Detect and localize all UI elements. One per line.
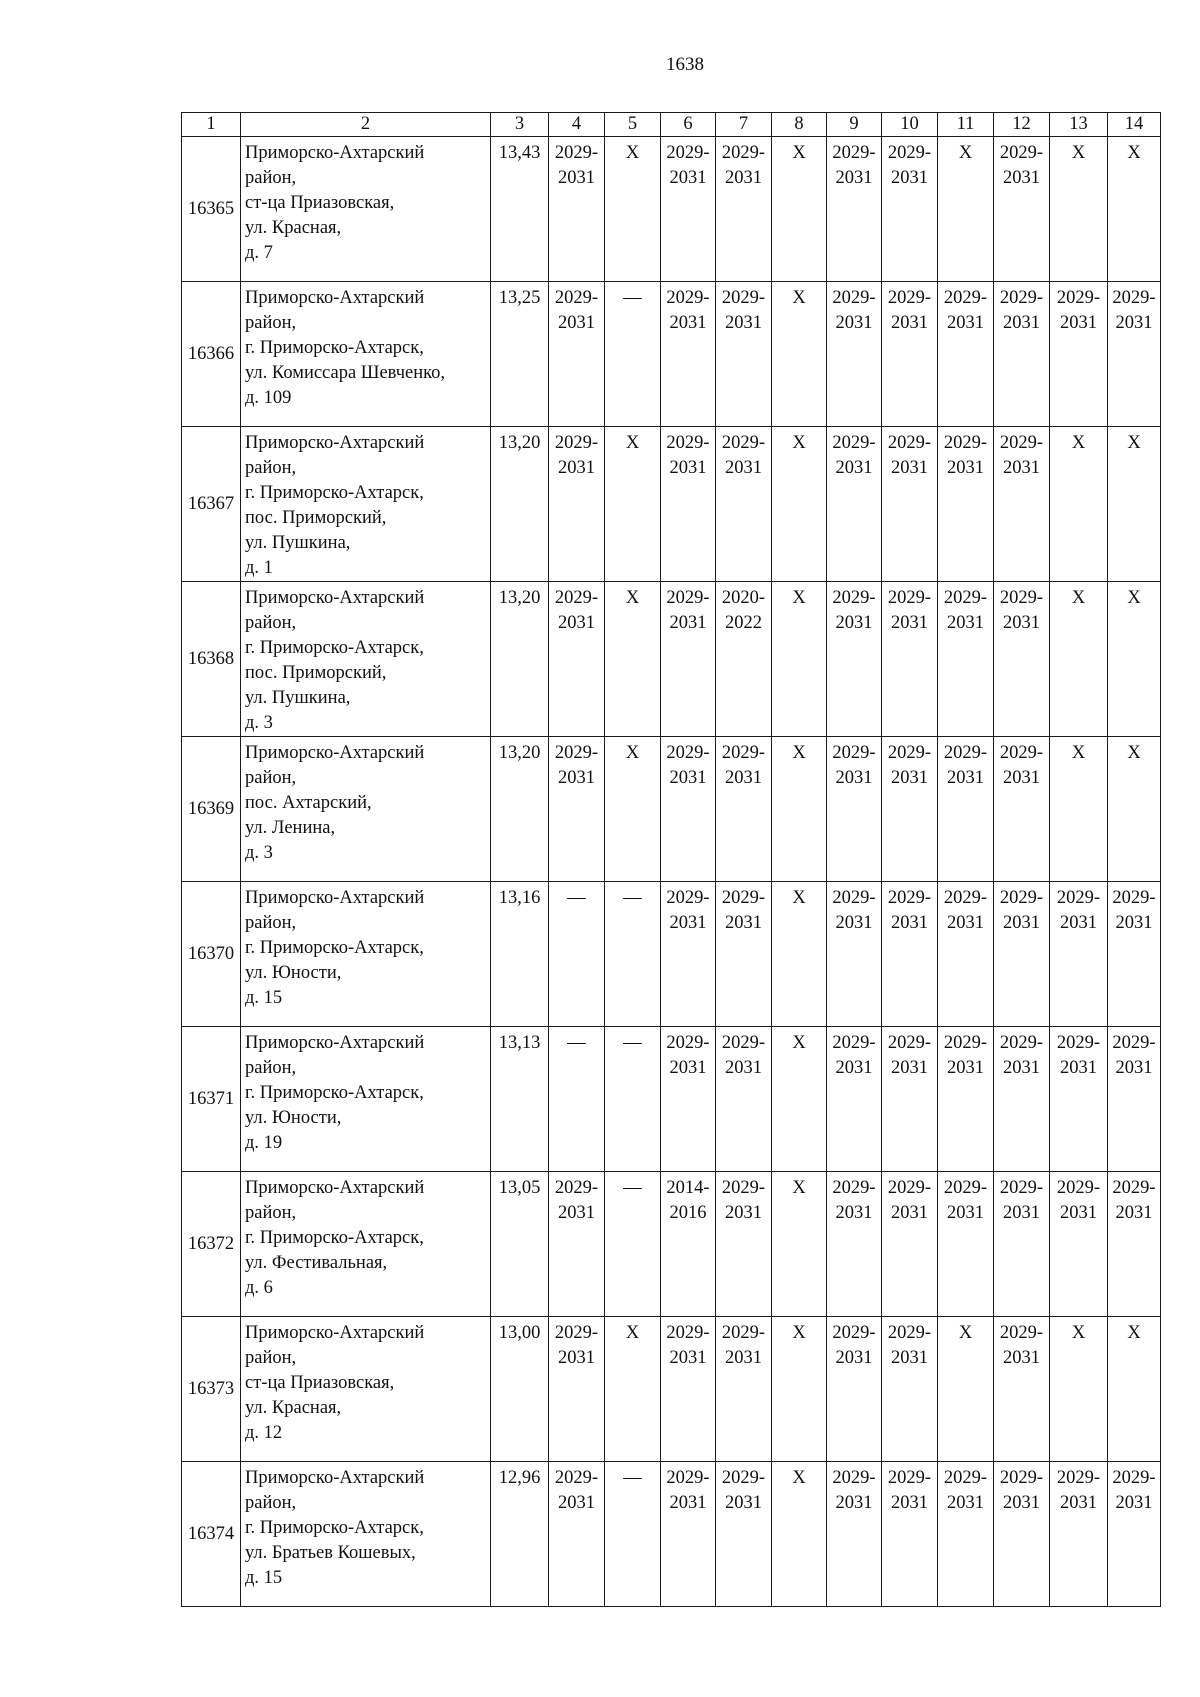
- period-cell: 2029- 2031: [661, 1027, 716, 1172]
- value-cell: 13,20: [491, 582, 549, 737]
- period-cell: Х: [772, 582, 827, 737]
- table-row: [182, 882, 1161, 1027]
- value-cell: 13,20: [491, 737, 549, 882]
- period-cell: 2029- 2031: [549, 737, 605, 882]
- period-cell: 2029- 2031: [994, 1462, 1050, 1607]
- period-cell: Х: [605, 1317, 661, 1462]
- period-cell: Х: [1050, 737, 1108, 882]
- period-cell: Х: [772, 427, 827, 582]
- period-cell: 2029- 2031: [938, 1462, 994, 1607]
- period-cell: Х: [1108, 1317, 1161, 1462]
- period-cell: 2029- 2031: [994, 882, 1050, 1027]
- period-cell: 2029- 2031: [827, 1172, 882, 1317]
- value-cell: 13,00: [491, 1317, 549, 1462]
- period-cell: 2029- 2031: [549, 137, 605, 282]
- address-cell: Приморско-Ахтарский район, ст-ца Приазовская, ул. Красная, д. 12: [241, 1317, 491, 1462]
- period-cell: Х: [938, 137, 994, 282]
- period-cell: 2029- 2031: [661, 882, 716, 1027]
- row-number: 16370: [182, 882, 241, 1027]
- column-header: 1: [182, 113, 241, 137]
- period-cell: Х: [1050, 137, 1108, 282]
- period-cell: —: [549, 1027, 605, 1172]
- value-cell: 12,96: [491, 1462, 549, 1607]
- period-cell: 2029- 2031: [882, 582, 938, 737]
- period-cell: Х: [1108, 427, 1161, 582]
- period-cell: Х: [772, 282, 827, 427]
- table-row: [182, 282, 1161, 427]
- address-cell: Приморско-Ахтарский район, г. Приморско-Ахтарск, ул. Комиссара Шевченко, д. 109: [241, 282, 491, 427]
- period-cell: 2029- 2031: [1108, 1462, 1161, 1607]
- period-cell: 2029- 2031: [716, 1172, 772, 1317]
- value-cell: 13,13: [491, 1027, 549, 1172]
- period-cell: 2029- 2031: [994, 1027, 1050, 1172]
- period-cell: 2029- 2031: [827, 282, 882, 427]
- period-cell: Х: [772, 1172, 827, 1317]
- period-cell: —: [605, 882, 661, 1027]
- period-cell: 2029- 2031: [938, 737, 994, 882]
- period-cell: 2029- 2031: [882, 1462, 938, 1607]
- period-cell: 2029- 2031: [882, 282, 938, 427]
- period-cell: 2029- 2031: [716, 882, 772, 1027]
- period-cell: 2029- 2031: [827, 882, 882, 1027]
- period-cell: 2029- 2031: [994, 427, 1050, 582]
- period-cell: 2029- 2031: [827, 1462, 882, 1607]
- column-header: 11: [938, 113, 994, 137]
- register-table: [181, 112, 1161, 1607]
- column-header: 7: [716, 113, 772, 137]
- period-cell: Х: [772, 1027, 827, 1172]
- row-number: 16373: [182, 1317, 241, 1462]
- period-cell: Х: [605, 137, 661, 282]
- address-cell: Приморско-Ахтарский район, г. Приморско-Ахтарск, пос. Приморский, ул. Пушкина, д. 3: [241, 582, 491, 737]
- period-cell: 2029- 2031: [882, 1172, 938, 1317]
- period-cell: 2014- 2016: [661, 1172, 716, 1317]
- period-cell: Х: [1108, 137, 1161, 282]
- period-cell: 2029- 2031: [938, 882, 994, 1027]
- period-cell: 2029- 2031: [827, 737, 882, 882]
- period-cell: 2029- 2031: [882, 737, 938, 882]
- row-number: 16368: [182, 582, 241, 737]
- period-cell: 2029- 2031: [938, 1027, 994, 1172]
- period-cell: 2029- 2031: [1108, 1172, 1161, 1317]
- period-cell: 2029- 2031: [994, 582, 1050, 737]
- address-cell: Приморско-Ахтарский район, г. Приморско-Ахтарск, пос. Приморский, ул. Пушкина, д. 1: [241, 427, 491, 582]
- row-number: 16365: [182, 137, 241, 282]
- column-header: 14: [1108, 113, 1161, 137]
- column-header: 10: [882, 113, 938, 137]
- period-cell: 2029- 2031: [1050, 1027, 1108, 1172]
- period-cell: 2029- 2031: [1050, 1462, 1108, 1607]
- table-body: [182, 137, 1161, 1607]
- period-cell: 2029- 2031: [1108, 882, 1161, 1027]
- table-row: [182, 427, 1161, 582]
- period-cell: 2029- 2031: [549, 1462, 605, 1607]
- period-cell: 2029- 2031: [661, 737, 716, 882]
- period-cell: 2029- 2031: [882, 137, 938, 282]
- address-cell: Приморско-Ахтарский район, г. Приморско-Ахтарск, ул. Юности, д. 15: [241, 882, 491, 1027]
- address-cell: Приморско-Ахтарский район, пос. Ахтарский, ул. Ленина, д. 3: [241, 737, 491, 882]
- row-number: 16367: [182, 427, 241, 582]
- period-cell: 2029- 2031: [994, 137, 1050, 282]
- column-header: 5: [605, 113, 661, 137]
- row-number: 16366: [182, 282, 241, 427]
- value-cell: 13,43: [491, 137, 549, 282]
- period-cell: Х: [772, 737, 827, 882]
- period-cell: Х: [772, 1317, 827, 1462]
- column-header: 9: [827, 113, 882, 137]
- table-row: [182, 1317, 1161, 1462]
- value-cell: 13,05: [491, 1172, 549, 1317]
- value-cell: 13,25: [491, 282, 549, 427]
- table-row: [182, 582, 1161, 737]
- period-cell: 2029- 2031: [827, 137, 882, 282]
- period-cell: 2029- 2031: [882, 1027, 938, 1172]
- period-cell: 2029- 2031: [661, 282, 716, 427]
- period-cell: Х: [1108, 737, 1161, 882]
- period-cell: —: [605, 282, 661, 427]
- period-cell: 2029- 2031: [938, 582, 994, 737]
- period-cell: Х: [772, 882, 827, 1027]
- period-cell: 2029- 2031: [882, 1317, 938, 1462]
- period-cell: 2029- 2031: [716, 282, 772, 427]
- row-number: 16372: [182, 1172, 241, 1317]
- table-row: [182, 737, 1161, 882]
- header-row: [182, 113, 1161, 137]
- period-cell: 2029- 2031: [716, 1462, 772, 1607]
- period-cell: 2029- 2031: [994, 1172, 1050, 1317]
- period-cell: 2029- 2031: [827, 582, 882, 737]
- period-cell: —: [549, 882, 605, 1027]
- period-cell: Х: [605, 582, 661, 737]
- period-cell: Х: [772, 137, 827, 282]
- period-cell: 2029- 2031: [1108, 282, 1161, 427]
- row-number: 16374: [182, 1462, 241, 1607]
- value-cell: 13,20: [491, 427, 549, 582]
- period-cell: 2029- 2031: [661, 582, 716, 737]
- address-cell: Приморско-Ахтарский район, г. Приморско-Ахтарск, ул. Братьев Кошевых, д. 15: [241, 1462, 491, 1607]
- period-cell: 2029- 2031: [549, 282, 605, 427]
- period-cell: Х: [1050, 582, 1108, 737]
- column-header: 13: [1050, 113, 1108, 137]
- period-cell: 2029- 2031: [827, 1317, 882, 1462]
- period-cell: 2029- 2031: [716, 1027, 772, 1172]
- period-cell: 2029- 2031: [938, 1172, 994, 1317]
- period-cell: 2029- 2031: [549, 582, 605, 737]
- period-cell: —: [605, 1462, 661, 1607]
- value-cell: 13,16: [491, 882, 549, 1027]
- period-cell: Х: [1108, 582, 1161, 737]
- table-row: [182, 1462, 1161, 1607]
- period-cell: 2029- 2031: [938, 282, 994, 427]
- period-cell: 2029- 2031: [716, 1317, 772, 1462]
- column-header: 3: [491, 113, 549, 137]
- period-cell: Х: [605, 737, 661, 882]
- period-cell: 2029- 2031: [827, 427, 882, 582]
- period-cell: 2029- 2031: [549, 427, 605, 582]
- period-cell: 2029- 2031: [661, 427, 716, 582]
- period-cell: 2029- 2031: [661, 1317, 716, 1462]
- period-cell: 2029- 2031: [882, 882, 938, 1027]
- period-cell: 2029- 2031: [1050, 1172, 1108, 1317]
- table-row: [182, 1027, 1161, 1172]
- period-cell: 2029- 2031: [827, 1027, 882, 1172]
- period-cell: Х: [1050, 1317, 1108, 1462]
- period-cell: 2029- 2031: [1050, 882, 1108, 1027]
- period-cell: Х: [1050, 427, 1108, 582]
- period-cell: 2029- 2031: [661, 137, 716, 282]
- column-header: 6: [661, 113, 716, 137]
- period-cell: 2029- 2031: [994, 737, 1050, 882]
- period-cell: 2029- 2031: [938, 427, 994, 582]
- period-cell: —: [605, 1027, 661, 1172]
- period-cell: —: [605, 1172, 661, 1317]
- address-cell: Приморско-Ахтарский район, ст-ца Приазовская, ул. Красная, д. 7: [241, 137, 491, 282]
- period-cell: 2029- 2031: [994, 1317, 1050, 1462]
- table-row: [182, 1172, 1161, 1317]
- period-cell: 2029- 2031: [716, 737, 772, 882]
- period-cell: 2029- 2031: [549, 1172, 605, 1317]
- period-cell: 2029- 2031: [1108, 1027, 1161, 1172]
- period-cell: 2029- 2031: [1050, 282, 1108, 427]
- period-cell: Х: [938, 1317, 994, 1462]
- column-header: 12: [994, 113, 1050, 137]
- address-cell: Приморско-Ахтарский район, г. Приморско-Ахтарск, ул. Фестивальная, д. 6: [241, 1172, 491, 1317]
- row-number: 16369: [182, 737, 241, 882]
- period-cell: 2020- 2022: [716, 582, 772, 737]
- row-number: 16371: [182, 1027, 241, 1172]
- period-cell: 2029- 2031: [549, 1317, 605, 1462]
- table-row: [182, 137, 1161, 282]
- period-cell: 2029- 2031: [882, 427, 938, 582]
- period-cell: 2029- 2031: [716, 427, 772, 582]
- period-cell: 2029- 2031: [716, 137, 772, 282]
- column-header: 4: [549, 113, 605, 137]
- column-header: 2: [241, 113, 491, 137]
- period-cell: Х: [605, 427, 661, 582]
- address-cell: Приморско-Ахтарский район, г. Приморско-Ахтарск, ул. Юности, д. 19: [241, 1027, 491, 1172]
- period-cell: 2029- 2031: [994, 282, 1050, 427]
- period-cell: 2029- 2031: [661, 1462, 716, 1607]
- column-header: 8: [772, 113, 827, 137]
- page-number: 1638: [666, 54, 704, 75]
- period-cell: Х: [772, 1462, 827, 1607]
